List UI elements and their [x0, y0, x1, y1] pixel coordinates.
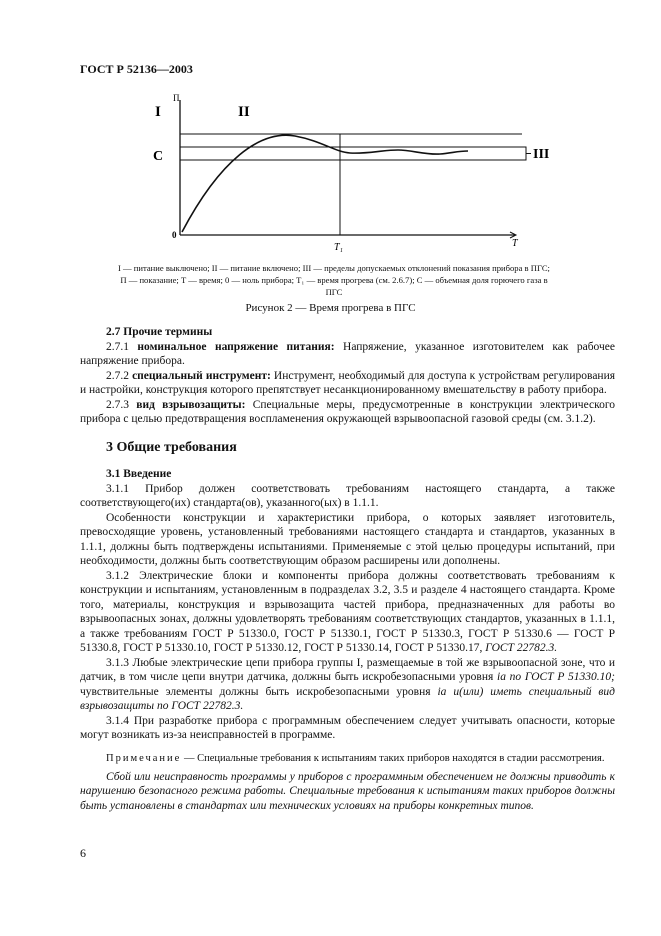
paragraph-3-1-2: [80, 569, 615, 656]
label-P: П: [173, 93, 180, 103]
document-body: [80, 325, 615, 813]
label-I: I: [155, 104, 161, 120]
paragraph-3-1-1-b: Особенности конструкции и характеристики прибора, о которых заявляет изготовитель, превосходящие уровень, установленный требованиями настоящего стандарта и стандартов, указанных в 1.1.1, должны быть подтверждены испытаниями. Применяемые с этой целью процедуры испытаний, при необходимости, должны быть соответствующим образом расширены или дополнены.: [80, 511, 615, 567]
label-III: III: [533, 147, 550, 162]
paragraph-3-1-1: 3.1.1 Прибор должен соответствовать требованиям настоящего стандарта, а также соответствующего(их) стандарта(ов), указанного(ых) в 1.1.1.: [80, 482, 615, 509]
page-number: 6: [80, 846, 86, 860]
section-3-1-title: 3.1 Введение: [106, 468, 172, 480]
section-2-7-title: 2.7 Прочие термины: [106, 326, 213, 338]
paragraph-2-7-3: [80, 398, 615, 427]
paragraph-3-1-3: [80, 656, 615, 714]
section-3-title: 3 Общие требования: [106, 439, 237, 455]
term-definition: Специальные меры, предусмотренные в конструкции электрического прибора с целью предотвращения воспламенения окружающей взрывоопасной газовой среды (см. 3.1.2).: [80, 398, 616, 425]
term: вид взрывозащиты:: [136, 398, 246, 411]
term-definition: Инструмент, необходимый для доступа к устройствам регулирования и настройки, конструкция которого препятствует несанкционированному вмешательству в работу прибора.: [80, 369, 616, 396]
label-0: 0: [172, 230, 177, 240]
clause-number: 2.7.2: [106, 369, 129, 382]
clause-number: 2.7.3: [106, 398, 129, 411]
paragraph-2-7-2: [80, 369, 615, 398]
label-II: II: [238, 104, 250, 120]
term-definition: Напряжение, указанное изготовителем как рабочее напряжение прибора.: [80, 340, 615, 367]
paragraph-2-7-1: [80, 340, 615, 369]
paragraph-3-1-4: 3.1.4 При разработке прибора с программным обеспечением следует учитывать опасности, которые могут возникать из-за неисправностей в программе.: [80, 714, 615, 741]
note-label: Примечание: [106, 752, 182, 764]
italic-paragraph: Сбой или неисправность программы у приборов с программным обеспечением не должны приводить к нарушению безопасного режима работы. Специальные требования к испытаниям таких приборов должны быть установлены в стандартах или технических условиях на приборы конкретных типов.: [80, 770, 615, 812]
warmup-figure: [150, 90, 550, 260]
standard-reference: ГОСТ 22782.3.: [485, 642, 558, 654]
label-T1: T₁: [334, 242, 344, 253]
figure-legend: I — питание выключено; II — питание включено; III — пределы допускаемых отклонений показания прибора в ПГС; П — показание; T — время; 0 — ноль прибора; T₁ — время прогрева (см. 2.6.7); C — объемная доля горючего газа в ПГС: [118, 263, 550, 297]
figure-title: Рисунок 2 — Время прогрева в ПГС: [245, 302, 416, 314]
note-text: — Специальные требования к испытаниям таких приборов находятся в стадии рассмотрения.: [181, 752, 605, 764]
standard-reference: ia и(или) иметь специальный вид взрывозащиты по ГОСТ 22782.3.: [80, 685, 615, 712]
paragraph-text: чувствительные элементы должны быть искробезопасными уровня: [80, 685, 431, 698]
label-C: C: [153, 149, 164, 164]
clause-number: 2.7.1: [106, 340, 129, 353]
paragraph-text: 3.1.3 Любые электрические цепи прибора группы I, размещаемые в той же взрывоопасной зоне, что и датчик, в том числе цепи внутри датчика, должны быть искробезопасными уровня: [80, 656, 615, 683]
response-curve: [182, 135, 468, 232]
tolerance-bracket: [522, 147, 531, 160]
label-T: T: [512, 238, 518, 249]
term: специальный инструмент:: [132, 369, 271, 382]
paragraph-text: 3.1.2 Электрические блоки и компоненты прибора должны соответствовать требованиям к конструкции и испытаниям, установленным в подразделах 3.2, 3.5 и разделе 4 настоящего стандарта. Кроме того, материалы, конструкция и взрывозащита частей прибора, предназначенных для работы во взрывоопасных зонах, должны удовлетворять требованиям соответствующих стандартов, указанных в 1.1.1, а также требованиям ГОСТ Р 51330.0, ГОСТ Р 51330.1, ГОСТ Р 51330.3, ГОСТ Р 51330.6 — ГОСТ Р 51330.8, ГОСТ Р 51330.10, ГОСТ Р 51330.12, ГОСТ Р 51330.14, ГОСТ Р 51330.17,: [80, 569, 615, 654]
document-header: ГОСТ Р 52136—2003: [80, 62, 193, 76]
standard-reference: ia по ГОСТ Р 51330.10;: [493, 671, 616, 683]
term: номинальное напряжение питания:: [137, 340, 335, 353]
note: [80, 752, 615, 765]
